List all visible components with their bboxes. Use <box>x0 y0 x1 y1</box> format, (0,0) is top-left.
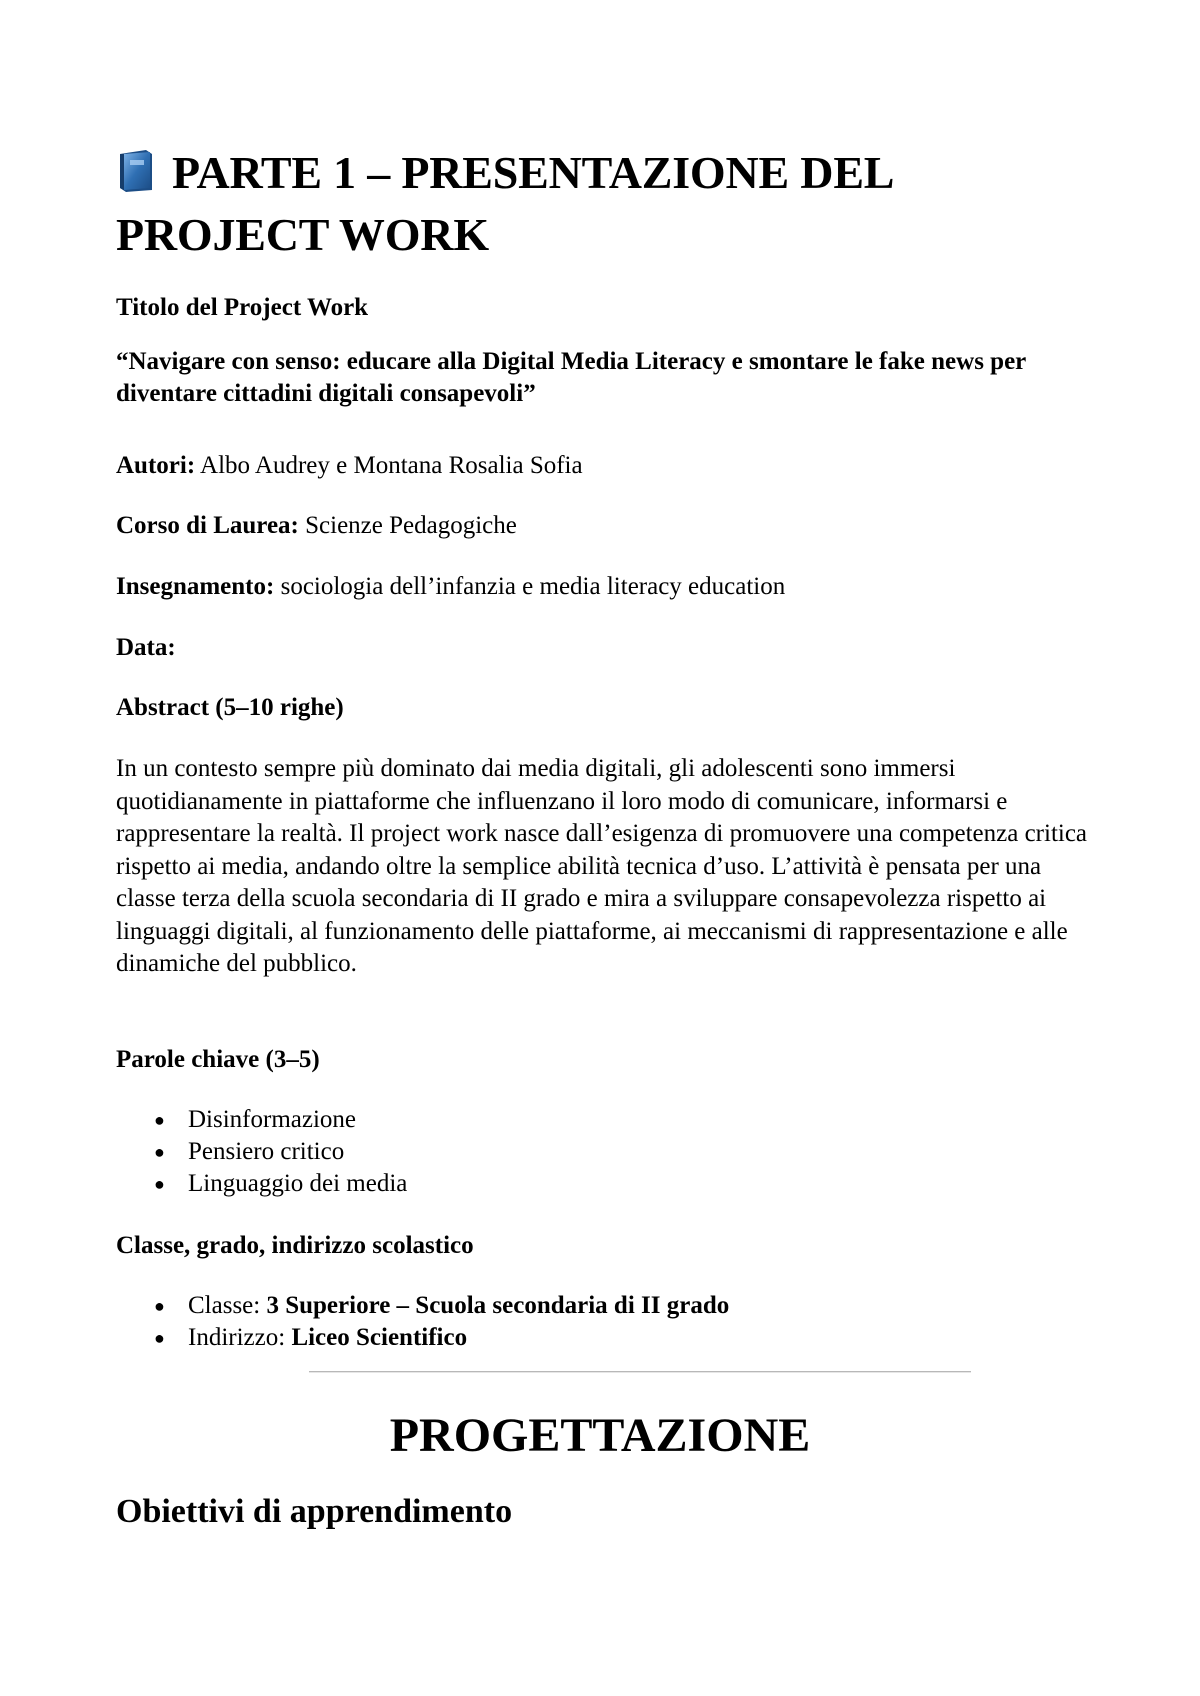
main-heading-text: PARTE 1 – PRESENTAZIONE DEL PROJECT WORK <box>116 147 892 260</box>
list-item: ● Pensiero critico <box>116 1136 407 1168</box>
bullet-icon: ● <box>154 1142 165 1162</box>
course-line <box>116 510 1106 542</box>
bullet-icon: ● <box>154 1110 165 1130</box>
teaching-line <box>116 571 1106 603</box>
project-title-label: Titolo del Project Work <box>116 294 369 321</box>
course-value: Scienze Pedagogiche <box>305 512 517 539</box>
main-heading <box>116 142 1096 266</box>
section-heading-progettazione: PROGETTAZIONE <box>389 1409 811 1462</box>
teaching-label: Insegnamento: <box>116 573 275 600</box>
list-item: ● Indirizzo: Liceo Scientifico <box>116 1322 729 1354</box>
bullet-icon: ● <box>154 1174 165 1194</box>
date-label: Data: <box>116 634 176 661</box>
authors-line <box>116 450 1106 482</box>
class-section-label: Classe, grado, indirizzo scolastico <box>116 1232 474 1259</box>
authors-value: Albo Audrey e Montana Rosalia Sofia <box>200 452 583 479</box>
bullet-icon: ● <box>154 1296 165 1316</box>
class-info-list <box>116 1290 729 1354</box>
subheading-obiettivi: Obiettivi di apprendimento <box>116 1493 513 1530</box>
abstract-text: In un contesto sempre più dominato dai media digitali, gli adolescenti sono immersi quotidianamente in piattaforme che influenzano il loro modo di comunicare, informarsi e rappresentare la realtà. Il project work nasce dall’esigenza di promuovere una competenza critica rispetto ai media, andando oltre la semplice abilità tecnica d’uso. L’attività è pensata per una classe terza della scuola secondaria di II grado e mira a sviluppare consapevolezza rispetto ai linguaggi digitali, al funzionamento delle piattaforme, ai meccanismi di rappresentazione e alle dinamiche del pubblico. <box>116 755 1088 977</box>
project-title: “Navigare con senso: educare alla Digital Media Literacy e smontare le fake news per diventare cittadini digitali consapevoli” <box>116 348 1026 407</box>
keywords-list <box>116 1104 407 1200</box>
book-icon <box>116 146 156 190</box>
list-item: ● Classe: 3 Superiore – Scuola secondaria di II grado <box>116 1290 729 1322</box>
bullet-icon: ● <box>154 1328 165 1348</box>
authors-label: Autori: <box>116 452 196 479</box>
keywords-label: Parole chiave (3–5) <box>116 1046 320 1073</box>
teaching-value: sociologia dell’infanzia e media literacy education <box>280 573 786 600</box>
list-item: ● Linguaggio dei media <box>116 1168 407 1200</box>
horizontal-divider <box>309 1371 971 1373</box>
list-item: ● Disinformazione <box>116 1104 407 1136</box>
abstract-label: Abstract (5–10 righe) <box>116 694 344 721</box>
course-label: Corso di Laurea: <box>116 512 299 539</box>
